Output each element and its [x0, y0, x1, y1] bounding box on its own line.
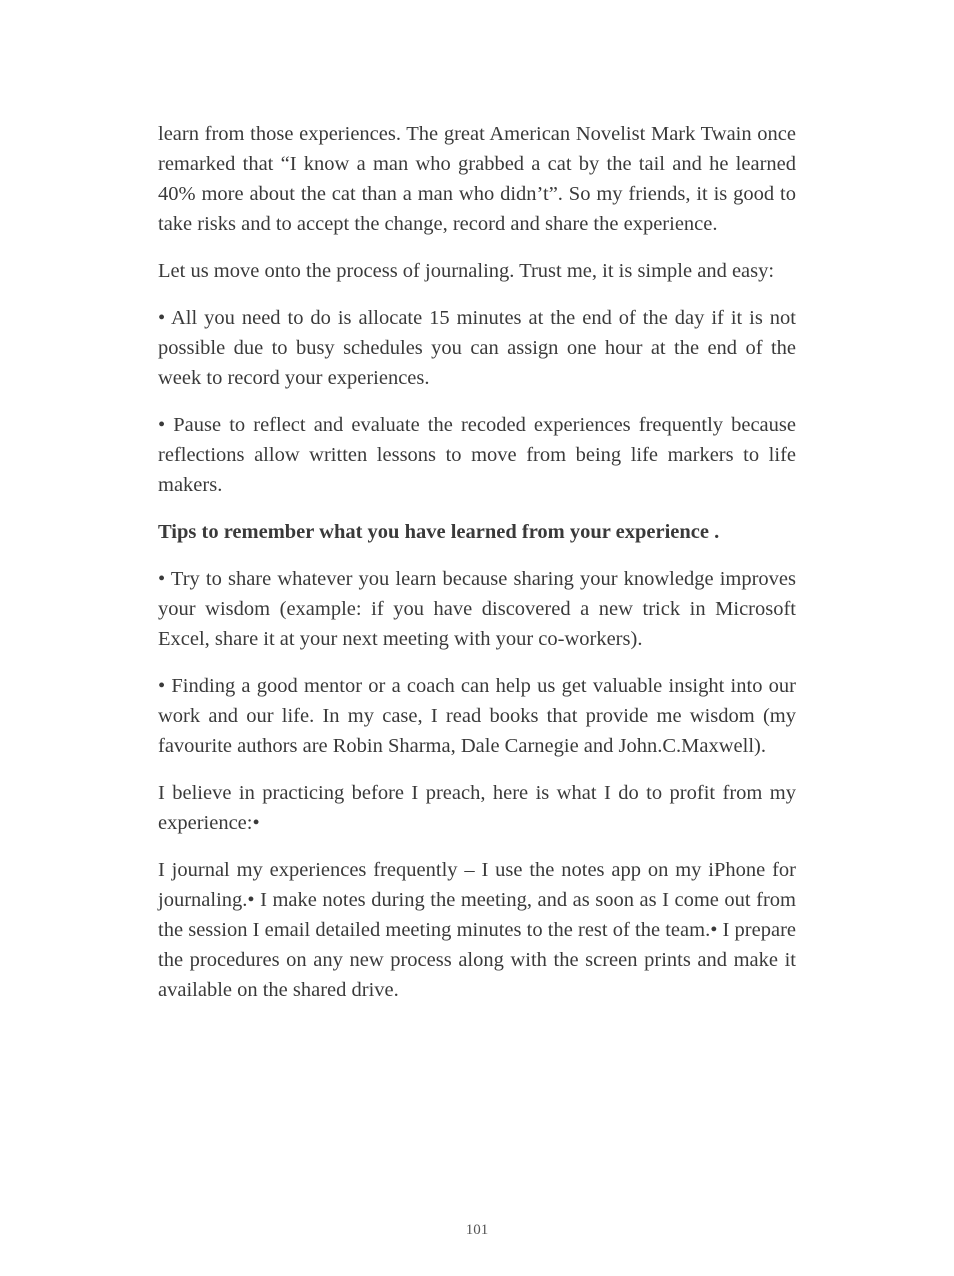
paragraph-journal-habits: I journal my experiences frequently – I use the notes app on my iPhone for journaling.• I make notes during the meeting, and as soon as I come out from the session I email detailed meeting minutes to the rest of the team.• I prepare the procedures on any new process along with the screen prints and make it available on the shared drive. — [158, 859, 796, 1001]
paragraph-journaling-intro: Let us move onto the process of journaling. Trust me, it is simple and easy: — [158, 260, 775, 282]
page-number: 101 — [465, 1222, 489, 1238]
bullet-find-mentor: • Finding a good mentor or a coach can help us get valuable insight into our work and our life. In my case, I read books that provide me wisdom (my favourite authors are Robin Sharma, Dale Carnegie and John.C.Maxwell). — [158, 675, 796, 757]
bullet-allocate-time: • All you need to do is allocate 15 minutes at the end of the day if it is not possible due to busy schedules you can assign one hour at the end of the week to record your experiences. — [158, 307, 796, 389]
bullet-share-learning: • Try to share whatever you learn because sharing your knowledge improves your wisdom (example: if you have discovered a new trick in Microsoft Excel, share it at your next meeting with your co-workers). — [158, 568, 796, 650]
paragraph-practice: I believe in practicing before I preach, here is what I do to profit from my experience:• — [158, 782, 796, 834]
tips-heading: Tips to remember what you have learned from your experience . — [158, 521, 720, 543]
bullet-pause-reflect: • Pause to reflect and evaluate the recoded experiences frequently because reflections allow written lessons to move from being life markers to life makers. — [158, 414, 796, 496]
page-body — [158, 119, 796, 1022]
paragraph-mark-twain: learn from those experiences. The great American Novelist Mark Twain once remarked that “I know a man who grabbed a cat by the tail and he learned 40% more about the cat than a man who didn’t”. So my friends, it is good to take risks and to accept the change, record and share the experience. — [158, 123, 796, 235]
